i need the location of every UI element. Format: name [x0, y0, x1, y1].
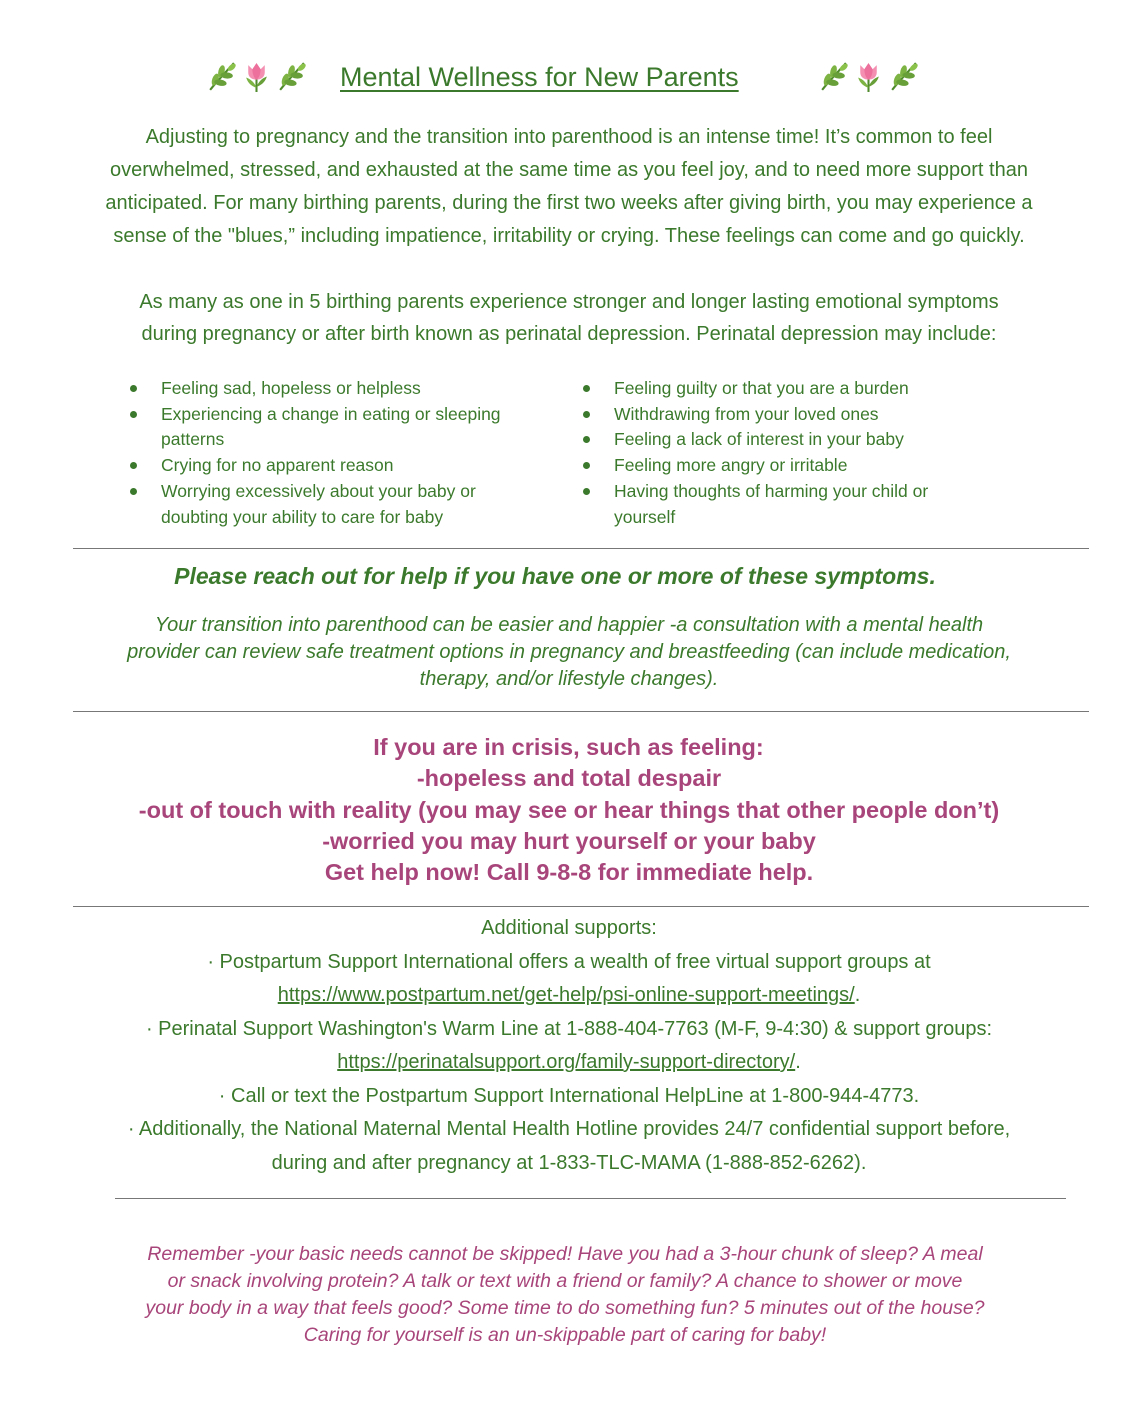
consultation-line: Your transition into parenthood can be easier and happier -a consultation with a mental health — [154, 614, 984, 636]
stats-paragraph — [40, 286, 1098, 350]
remember-line: Caring for yourself is an un-skippable part of caring for baby! — [303, 1324, 827, 1346]
title-decoration-left — [205, 60, 308, 93]
additional-supports — [40, 912, 1098, 1180]
divider — [73, 548, 1089, 549]
herb-icon — [817, 60, 850, 93]
stats-line: during pregnancy or after birth known as perinatal depression. Perinatal depression may include: — [141, 323, 997, 345]
warm-line-link-line — [40, 1046, 1098, 1080]
tulip-icon — [240, 60, 273, 93]
list-item: Feeling sad, hopeless or helpless — [128, 376, 528, 402]
intro-line: anticipated. For many birthing parents, during the first two weeks after giving birth, you may experience a — [105, 192, 1033, 214]
psi-groups-line — [40, 979, 1098, 1013]
crisis-call-to-action: Get help now! Call 9-8-8 for immediate help. — [324, 859, 814, 886]
hotline-line: · Additionally, the National Maternal Mental Health Hotline provides 24/7 confidential support before, — [127, 1118, 1011, 1140]
title-decoration-right — [817, 60, 920, 93]
period: . — [795, 1051, 801, 1073]
list-item: Feeling guilty or that you are a burden — [581, 376, 1001, 402]
warm-line-text: · Perinatal Support Washington's Warm Line at 1-888-404-7763 (M-F, 9-4:30) & support groups: — [145, 1017, 993, 1040]
crisis-line: -out of touch with reality (you may see or hear things that other people don’t) — [138, 796, 1000, 823]
list-item: Withdrawing from your loved ones — [581, 402, 1001, 428]
stats-line: As many as one in 5 birthing parents experience stronger and longer lasting emotional symptoms — [139, 291, 999, 313]
family-support-directory-link[interactable]: https://perinatalsupport.org/family-support-directory/ — [337, 1051, 796, 1073]
list-item: Having thoughts of harming your child or yourself — [581, 479, 959, 530]
consultation-paragraph — [40, 612, 1098, 693]
crisis-section — [40, 732, 1098, 888]
tulip-icon — [852, 60, 885, 93]
supports-heading: Additional supports: — [481, 917, 657, 939]
intro-line: overwhelmed, stressed, and exhausted at the same time as you feel joy, and to need more support than — [110, 159, 1028, 181]
crisis-line: -worried you may hurt yourself or your baby — [322, 827, 816, 854]
consultation-line: provider can review safe treatment options in pregnancy and breastfeeding (can include medication, — [127, 641, 1011, 663]
crisis-line: -hopeless and total despair — [416, 765, 722, 792]
remember-paragraph — [0, 1241, 1130, 1349]
intro-line: sense of the "blues,” including impatience, irritability or crying. These feelings can come and go quickly. — [113, 225, 1025, 247]
hotline-line: during and after pregnancy at 1-833-TLC-MAMA (1-888-852-6262). — [271, 1151, 867, 1174]
symptoms-list-left — [128, 376, 528, 530]
intro-paragraph — [40, 121, 1098, 253]
page-title: Mental Wellness for New Parents — [340, 62, 739, 92]
remember-line: or snack involving protein? A talk or text with a friend or family? A chance to shower or move — [167, 1270, 963, 1292]
divider — [115, 1198, 1066, 1199]
title-row — [0, 58, 1138, 102]
intro-line: Adjusting to pregnancy and the transition into parenthood is an intense time! It’s common to feel — [145, 126, 993, 148]
psi-groups-text: · Postpartum Support International offers a wealth of free virtual support groups at — [207, 950, 931, 973]
divider — [73, 711, 1089, 712]
herb-icon — [887, 60, 920, 93]
list-item: Worrying excessively about your baby or doubting your ability to care for baby — [128, 479, 501, 530]
reach-out-heading: Please reach out for help if you have one or more of these symptoms. — [174, 563, 936, 589]
list-item: Feeling more angry or irritable — [581, 453, 1001, 479]
remember-line: Remember -your basic needs cannot be skipped! Have you had a 3-hour chunk of sleep? A meal — [147, 1243, 983, 1265]
divider — [73, 906, 1089, 907]
list-item: Feeling a lack of interest in your baby — [581, 427, 1001, 453]
period: . — [854, 984, 861, 1006]
consultation-line: therapy, and/or lifestyle changes). — [419, 668, 719, 690]
list-item: Crying for no apparent reason — [128, 453, 528, 479]
psi-online-meetings-link[interactable]: https://www.postpartum.net/get-help/psi-online-support-meetings/ — [277, 984, 855, 1006]
crisis-heading: If you are in crisis, such as feeling: — [373, 734, 764, 760]
remember-line: your body in a way that feels good? Some time to do something fun? 5 minutes out of the house? — [145, 1297, 985, 1319]
symptoms-list-right — [581, 376, 1001, 530]
herb-icon — [275, 60, 308, 93]
list-item: Experiencing a change in eating or sleeping patterns — [128, 402, 511, 453]
herb-icon — [205, 60, 238, 93]
psi-helpline: · Call or text the Postpartum Support International HelpLine at 1-800-944-4773. — [218, 1084, 920, 1107]
